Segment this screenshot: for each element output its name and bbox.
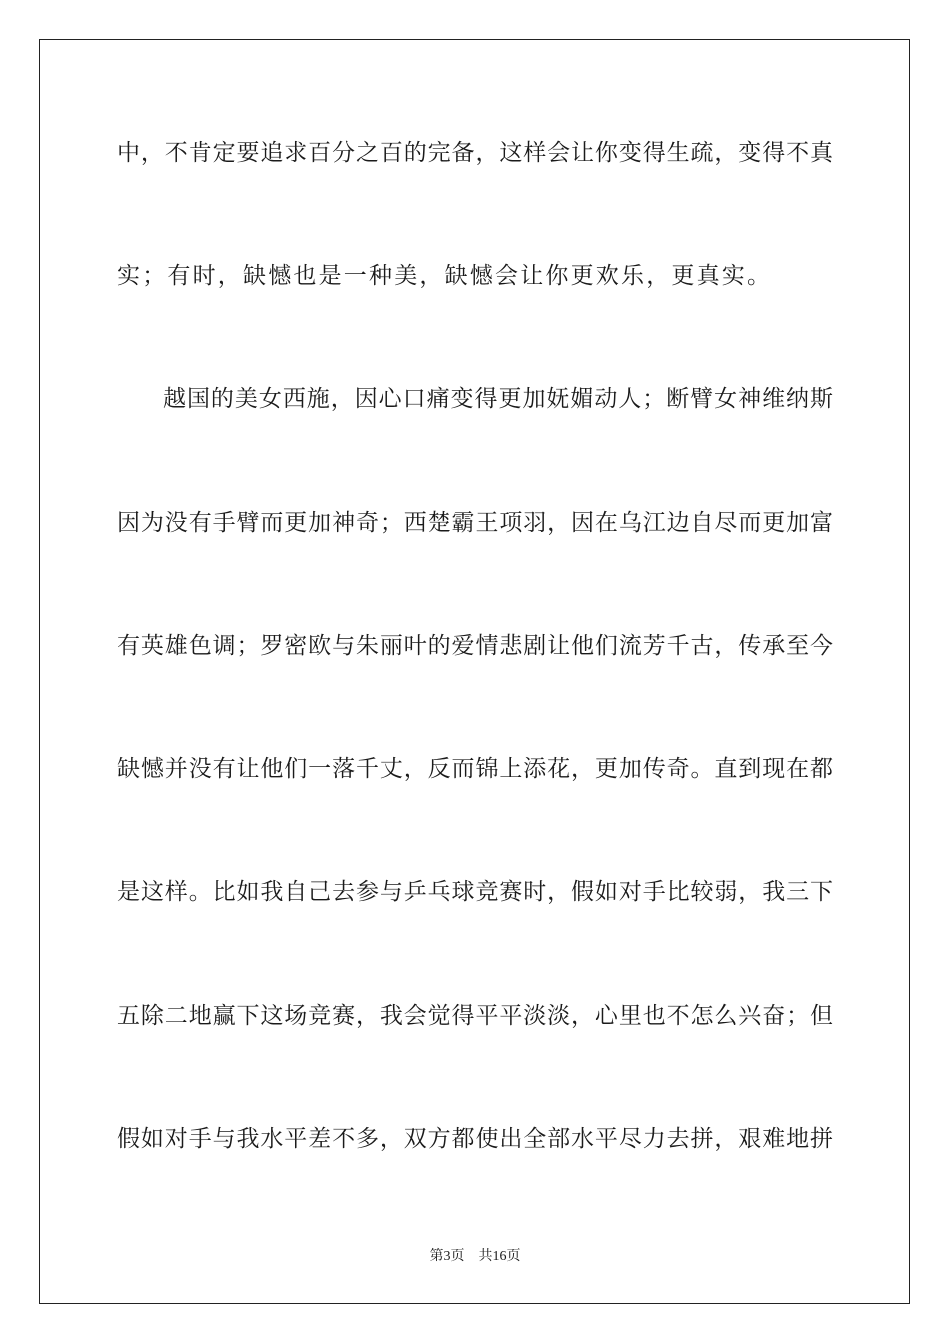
text-line-9: 假如对手与我水平差不多，双方都使出全部水平尽力去拼，艰难地拼 bbox=[117, 1126, 833, 1152]
page-border bbox=[39, 39, 910, 1304]
text-line-1: 中，不肯定要追求百分之百的完备，这样会让你变得生疏，变得不真 bbox=[117, 140, 833, 166]
text-line-3: 越国的美女西施，因心口痛变得更加妩媚动人；断臂女神维纳斯 bbox=[163, 386, 833, 412]
text-line-5: 有英雄色调；罗密欧与朱丽叶的爱情悲剧让他们流芳千古，传承至今 bbox=[117, 633, 833, 659]
text-line-2: 实；有时，缺憾也是一种美，缺憾会让你更欢乐，更真实。 bbox=[117, 263, 773, 289]
text-line-4: 因为没有手臂而更加神奇；西楚霸王项羽，因在乌江边自尽而更加富 bbox=[117, 510, 833, 536]
page-number: 第3页 bbox=[429, 1249, 465, 1264]
text-line-7: 是这样。比如我自己去参与乒乓球竞赛时，假如对手比较弱，我三下 bbox=[117, 879, 833, 905]
text-line-8: 五除二地赢下这场竞赛，我会觉得平平淡淡，心里也不怎么兴奋；但 bbox=[117, 1003, 833, 1029]
page-footer bbox=[0, 1247, 950, 1267]
page-total: 共16页 bbox=[478, 1249, 521, 1264]
text-line-6: 缺憾并没有让他们一落千丈，反而锦上添花，更加传奇。直到现在都 bbox=[117, 756, 833, 782]
